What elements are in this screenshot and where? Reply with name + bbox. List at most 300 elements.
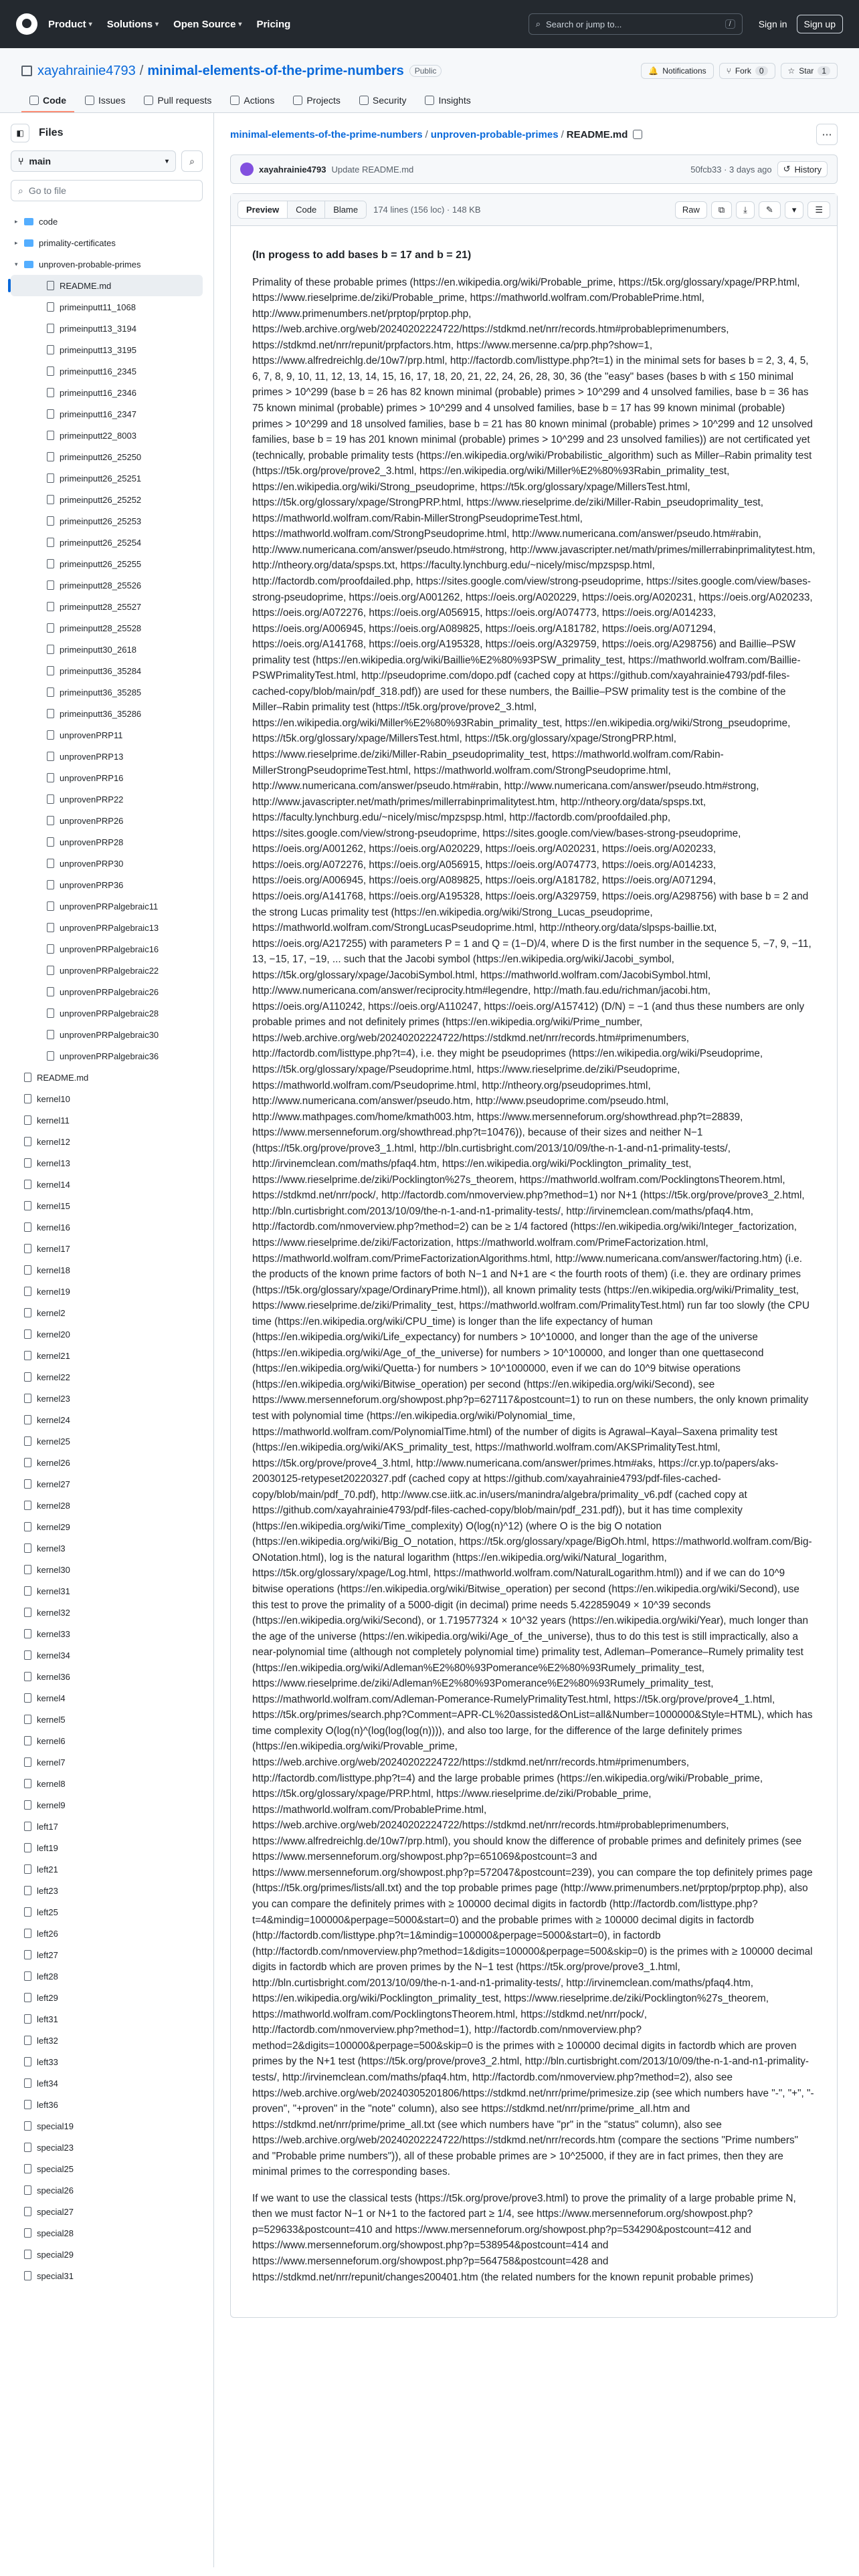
tree-item-label: unprovenPRPalgebraic22 — [60, 965, 159, 976]
file-icon — [24, 1522, 31, 1531]
tree-file[interactable] — [11, 1880, 203, 1901]
file-icon — [24, 1501, 31, 1510]
tree-item-label: left21 — [37, 1864, 58, 1874]
tree-file[interactable] — [11, 960, 203, 981]
tree-file[interactable] — [11, 339, 203, 360]
tree-file[interactable] — [11, 1388, 203, 1409]
commit-meta: 50fcb33 · 3 days ago — [690, 164, 772, 175]
chevron-down-icon[interactable]: ▾ — [785, 201, 804, 219]
tree-file[interactable] — [11, 1687, 203, 1709]
tree-file[interactable] — [11, 853, 203, 874]
tree-item-label: unprovenPRP11 — [60, 730, 123, 740]
file-icon — [24, 1608, 31, 1617]
latest-commit-bar — [230, 154, 838, 184]
tree-item-label: kernel22 — [37, 1372, 70, 1382]
tree-item-label: primeinputt26_25255 — [60, 558, 142, 569]
tree-item-label: unprovenPRP22 — [60, 794, 124, 804]
tree-item-label: kernel25 — [37, 1436, 70, 1446]
tree-item-label: README.md — [60, 280, 112, 291]
nav-solutions[interactable] — [107, 19, 159, 30]
tree-item-label: primeinputt11_1068 — [60, 302, 136, 312]
tree-file[interactable] — [11, 874, 203, 895]
file-icon — [47, 281, 54, 290]
avatar[interactable] — [240, 163, 254, 176]
tree-file[interactable] — [11, 1109, 203, 1131]
tree-file[interactable] — [11, 1323, 203, 1345]
breadcrumb-repo-link[interactable]: minimal-elements-of-the-prime-numbers — [230, 128, 423, 140]
tree-file[interactable] — [11, 1773, 203, 1794]
tree-item-label: special27 — [37, 2206, 74, 2217]
repo-separator: / — [139, 63, 144, 78]
tree-file[interactable] — [11, 596, 203, 617]
tree-file[interactable] — [11, 2008, 203, 2030]
tree-item-label: unprovenPRPalgebraic28 — [60, 1008, 159, 1018]
tab-preview[interactable]: Preview — [238, 201, 288, 218]
tree-item-label: unprovenPRP30 — [60, 858, 124, 869]
outline-icon[interactable]: ☰ — [807, 201, 830, 219]
tree-file[interactable] — [11, 1730, 203, 1751]
tree-file[interactable] — [11, 1045, 203, 1067]
tree-file[interactable] — [11, 2051, 203, 2072]
file-icon — [47, 966, 54, 975]
tree-file[interactable] — [11, 2030, 203, 2051]
tree-item-label: primeinputt16_2346 — [60, 387, 136, 398]
file-icon — [47, 987, 54, 996]
nav-product[interactable] — [48, 19, 92, 30]
tree-file[interactable] — [11, 1709, 203, 1730]
tree-item-label: left32 — [37, 2035, 58, 2046]
tree-file[interactable] — [11, 1409, 203, 1430]
file-icon — [24, 2078, 31, 2088]
tree-item-label: unprovenPRPalgebraic16 — [60, 944, 159, 954]
tree-item-label: special25 — [37, 2163, 74, 2174]
history-label: History — [794, 164, 822, 175]
tree-item-label: primeinputt30_2618 — [60, 644, 136, 655]
tree-item-label: kernel3 — [37, 1543, 66, 1553]
fork-label: Fork — [735, 66, 751, 76]
tree-file[interactable] — [11, 1858, 203, 1880]
file-icon — [47, 880, 54, 889]
tree-item-label: primeinputt22_8003 — [60, 430, 136, 441]
tree-item-label: kernel14 — [37, 1179, 70, 1190]
file-icon — [24, 1351, 31, 1360]
tree-item-label: unprovenPRP16 — [60, 772, 124, 783]
tree-file[interactable] — [11, 660, 203, 681]
repo-header — [0, 48, 859, 113]
tree-file[interactable] — [11, 2179, 203, 2201]
file-icon — [24, 1800, 31, 1810]
tree-item-label: left28 — [37, 1971, 58, 1981]
star-button[interactable] — [781, 63, 838, 79]
tree-item-label: primeinputt28_25528 — [60, 623, 142, 633]
tree-file[interactable] — [11, 1216, 203, 1238]
tree-file[interactable] — [11, 382, 203, 403]
tree-item-label: README.md — [37, 1072, 89, 1083]
tree-item-label: primeinputt26_25250 — [60, 451, 142, 462]
file-icon — [47, 516, 54, 526]
tab-actions[interactable] — [222, 90, 282, 112]
github-logo-icon[interactable] — [16, 13, 37, 35]
tab-issues[interactable] — [77, 90, 133, 112]
tree-item-label: unprovenPRPalgebraic11 — [60, 901, 159, 911]
tree-item-label: kernel29 — [37, 1521, 70, 1532]
tree-item-label: primeinputt26_25252 — [60, 494, 142, 505]
tree-item-label: kernel24 — [37, 1414, 70, 1425]
issue-icon — [85, 96, 94, 105]
tree-item-label: primeinputt26_25254 — [60, 537, 142, 548]
search-icon: ⌕ — [189, 155, 195, 167]
commit-message[interactable]: Update README.md — [331, 164, 414, 175]
branch-icon: ⑂ — [18, 156, 24, 167]
tree-file[interactable] — [11, 1366, 203, 1388]
tab-code-view[interactable]: Code — [288, 201, 325, 218]
nav-label: Pricing — [256, 18, 291, 30]
file-icon — [24, 1650, 31, 1660]
folder-icon — [24, 218, 33, 225]
tree-file[interactable] — [11, 1944, 203, 1965]
tree-file[interactable] — [11, 1473, 203, 1495]
tree-item-label: kernel23 — [37, 1393, 70, 1404]
file-icon — [47, 602, 54, 611]
tree-file[interactable] — [11, 1238, 203, 1259]
tree-file[interactable] — [11, 981, 203, 1002]
tree-item-label: special19 — [37, 2121, 74, 2131]
tree-item-label: primeinputt16_2347 — [60, 409, 136, 419]
nav-label: Open Source — [173, 18, 236, 30]
tree-folder[interactable] — [11, 211, 203, 232]
tree-file[interactable] — [11, 2094, 203, 2115]
tree-file[interactable] — [11, 425, 203, 446]
file-icon — [47, 409, 54, 419]
file-icon — [47, 559, 54, 568]
tree-file[interactable] — [11, 1644, 203, 1666]
chevron-down-icon: ▾ — [238, 20, 242, 28]
tree-file[interactable] — [11, 1837, 203, 1858]
tree-item-label: left27 — [37, 1949, 58, 1960]
file-icon — [47, 752, 54, 761]
graph-icon — [425, 96, 434, 105]
file-icon — [24, 1822, 31, 1831]
tree-item-label: left25 — [37, 1907, 58, 1917]
tree-item-label: primeinputt26_25253 — [60, 516, 142, 526]
tree-file[interactable] — [11, 746, 203, 767]
tree-file[interactable] — [11, 1537, 203, 1559]
file-icon — [47, 302, 54, 312]
tree-file[interactable] — [11, 810, 203, 831]
tree-file[interactable] — [11, 2222, 203, 2244]
tree-item-label: primeinputt28_25527 — [60, 601, 142, 612]
history-button[interactable] — [777, 161, 828, 177]
repo-actions — [641, 63, 838, 79]
breadcrumb-folder-link[interactable]: unproven-probable-primes — [430, 128, 559, 140]
tree-file[interactable] — [11, 1024, 203, 1045]
repo-icon — [21, 66, 32, 76]
branch-selector[interactable] — [11, 150, 176, 172]
tree-file[interactable] — [11, 1666, 203, 1687]
copy-path-icon[interactable] — [633, 130, 642, 139]
fork-count: 0 — [755, 66, 768, 76]
tree-file[interactable] — [11, 1452, 203, 1473]
tree-file[interactable] — [11, 639, 203, 660]
tree-file[interactable] — [11, 831, 203, 853]
tree-file[interactable] — [11, 446, 203, 467]
tree-file[interactable] — [11, 1559, 203, 1580]
file-icon — [24, 1244, 31, 1253]
history-icon: ↺ — [783, 164, 791, 174]
file-icon — [24, 2143, 31, 2152]
file-icon — [24, 2036, 31, 2045]
file-icon — [47, 794, 54, 804]
file-icon — [47, 366, 54, 376]
file-icon — [24, 1222, 31, 1232]
tree-folder[interactable] — [11, 232, 203, 253]
tab-blame[interactable]: Blame — [325, 201, 366, 218]
go-to-file-placeholder: Go to file — [28, 185, 66, 196]
tree-file[interactable] — [11, 574, 203, 596]
tree-file[interactable] — [11, 1259, 203, 1281]
tree-file[interactable] — [11, 360, 203, 382]
file-icon — [47, 859, 54, 868]
tree-item-label: left29 — [37, 1992, 58, 2003]
file-icon — [24, 1693, 31, 1703]
file-icon — [24, 1479, 31, 1489]
file-icon — [47, 1051, 54, 1061]
tree-file[interactable] — [11, 1195, 203, 1216]
notifications-button[interactable] — [641, 63, 713, 79]
file-icon — [24, 1757, 31, 1767]
tree-file[interactable] — [11, 1495, 203, 1516]
tree-file[interactable] — [11, 553, 203, 574]
chevron-down-icon: ▾ — [15, 260, 18, 267]
more-options-button[interactable]: ⋯ — [816, 124, 838, 145]
tree-item-label: kernel8 — [37, 1778, 66, 1789]
tree-file[interactable] — [11, 895, 203, 917]
tree-file[interactable] — [11, 1901, 203, 1923]
file-icon — [24, 1843, 31, 1852]
tree-file[interactable] — [11, 1345, 203, 1366]
tree-item-label: kernel31 — [37, 1586, 70, 1596]
fork-button[interactable] — [719, 63, 775, 79]
tree-item-label: kernel12 — [37, 1136, 70, 1147]
tree-item-label: left19 — [37, 1842, 58, 1853]
search-files-button[interactable] — [181, 150, 203, 172]
file-icon — [24, 2271, 31, 2280]
file-icon — [24, 2100, 31, 2109]
tree-file[interactable] — [11, 1602, 203, 1623]
folder-icon — [24, 261, 33, 268]
main-content — [214, 113, 859, 2567]
commit-author[interactable]: xayahrainie4793 — [259, 164, 326, 175]
file-icon — [24, 1929, 31, 1938]
tree-folder[interactable] — [11, 253, 203, 275]
file-icon — [24, 1137, 31, 1146]
tree-item-label: primality-certificates — [39, 237, 116, 248]
page-body — [0, 113, 859, 2567]
raw-button[interactable]: Raw — [675, 201, 707, 219]
tree-file[interactable] — [11, 2115, 203, 2137]
tree-file[interactable] — [11, 2265, 203, 2286]
tree-file[interactable] — [11, 1430, 203, 1452]
tree-file[interactable] — [11, 1816, 203, 1837]
file-icon — [47, 773, 54, 782]
file-icon — [24, 1073, 31, 1082]
file-icon — [24, 2014, 31, 2024]
tree-item-label: kernel18 — [37, 1265, 70, 1275]
file-icon — [47, 431, 54, 440]
chevron-right-icon: ▸ — [15, 217, 18, 225]
tab-label: Pull requests — [157, 95, 212, 106]
view-mode-toggle — [237, 201, 367, 219]
tree-item-label: code — [39, 216, 58, 227]
tab-pull-requests[interactable] — [136, 90, 219, 112]
chevron-down-icon: ▾ — [155, 20, 159, 28]
file-icon — [24, 1287, 31, 1296]
file-icon — [24, 1736, 31, 1745]
file-icon — [24, 1886, 31, 1895]
tree-item-label: kernel32 — [37, 1607, 70, 1618]
file-icon — [47, 837, 54, 847]
tree-file[interactable] — [11, 767, 203, 788]
tab-insights[interactable] — [417, 90, 478, 112]
tree-item-label: kernel28 — [37, 1500, 70, 1511]
sidebar-header — [11, 124, 203, 142]
file-icon — [24, 2185, 31, 2195]
tree-file[interactable] — [11, 296, 203, 318]
tree-file[interactable] — [11, 703, 203, 724]
tree-item-label: kernel30 — [37, 1564, 70, 1575]
tree-file[interactable] — [11, 1965, 203, 1987]
tree-file[interactable] — [11, 2137, 203, 2158]
tree-file[interactable] — [11, 1623, 203, 1644]
file-icon — [47, 709, 54, 718]
tab-projects[interactable] — [285, 90, 349, 112]
file-icon — [24, 1907, 31, 1917]
file-icon — [24, 1715, 31, 1724]
tree-file[interactable] — [11, 403, 203, 425]
star-count: 1 — [818, 66, 830, 76]
file-icon — [24, 1971, 31, 1981]
search-icon: ⌕ — [18, 185, 23, 196]
tree-file[interactable] — [11, 1067, 203, 1088]
tree-file[interactable] — [11, 788, 203, 810]
tab-label: Code — [43, 95, 66, 106]
tree-file[interactable] — [11, 1281, 203, 1302]
search-input[interactable] — [529, 13, 743, 35]
breadcrumb-separator: / — [561, 128, 564, 140]
file-tools — [675, 201, 830, 219]
tree-file[interactable] — [11, 467, 203, 489]
tree-file[interactable] — [11, 510, 203, 532]
tree-item-label: unprovenPRP13 — [60, 751, 124, 762]
tree-file[interactable] — [11, 2158, 203, 2179]
download-icon[interactable]: ⤓ — [736, 201, 755, 219]
tree-file[interactable] — [11, 2201, 203, 2222]
breadcrumb-separator: / — [425, 128, 428, 140]
tree-file[interactable] — [11, 1302, 203, 1323]
tree-file[interactable] — [11, 681, 203, 703]
tree-file[interactable] — [11, 1088, 203, 1109]
tree-item-label: kernel26 — [37, 1457, 70, 1468]
tab-code[interactable] — [21, 90, 74, 112]
tree-item-label: left26 — [37, 1928, 58, 1939]
tree-item-label: unprovenPRPalgebraic26 — [60, 986, 159, 997]
file-icon — [24, 1950, 31, 1959]
tree-file[interactable] — [11, 917, 203, 938]
file-icon — [24, 1458, 31, 1467]
file-icon — [47, 944, 54, 954]
copy-icon[interactable]: ⧉ — [711, 201, 732, 219]
file-icon — [24, 1779, 31, 1788]
tree-item-label: kernel5 — [37, 1714, 66, 1725]
tree-file[interactable] — [11, 532, 203, 553]
file-icon — [47, 816, 54, 825]
branch-row — [11, 150, 203, 172]
branch-name: main — [29, 156, 52, 167]
nav-open-source[interactable] — [173, 19, 242, 30]
tree-item-label: kernel34 — [37, 1650, 70, 1660]
tree-file[interactable] — [11, 1987, 203, 2008]
tree-item-label: left36 — [37, 2099, 58, 2110]
file-icon — [47, 923, 54, 932]
tree-file[interactable] — [11, 1794, 203, 1816]
tree-item-label: unprovenPRP36 — [60, 879, 124, 890]
tree-file[interactable] — [11, 724, 203, 746]
file-icon — [47, 324, 54, 333]
go-to-file-input[interactable] — [11, 180, 203, 201]
tree-item-label: special23 — [37, 2142, 74, 2153]
tree-file[interactable] — [11, 275, 203, 296]
tree-file[interactable] — [11, 318, 203, 339]
repo-name-link[interactable]: minimal-elements-of-the-prime-numbers — [147, 63, 404, 78]
tree-item-label: kernel13 — [37, 1158, 70, 1168]
file-icon — [24, 1864, 31, 1874]
file-icon — [24, 1180, 31, 1189]
tree-file[interactable] — [11, 1002, 203, 1024]
file-icon — [24, 1436, 31, 1446]
tab-security[interactable] — [351, 90, 415, 112]
tree-item-label: unprovenPRPalgebraic30 — [60, 1029, 159, 1040]
tree-item-label: kernel6 — [37, 1735, 66, 1746]
tree-file[interactable] — [11, 2072, 203, 2094]
chevron-down-icon: ▾ — [165, 157, 169, 165]
tree-file[interactable] — [11, 1580, 203, 1602]
tree-file[interactable] — [11, 489, 203, 510]
tree-item-label: kernel20 — [37, 1329, 70, 1339]
search-icon: ⌕ — [535, 19, 541, 29]
tree-file[interactable] — [11, 1174, 203, 1195]
signup-button[interactable]: Sign up — [797, 15, 843, 33]
tree-file[interactable] — [11, 1751, 203, 1773]
tree-file[interactable] — [11, 938, 203, 960]
tree-item-label: kernel2 — [37, 1307, 66, 1318]
collapse-sidebar-button[interactable]: ◧ — [11, 124, 29, 142]
star-icon: ☆ — [787, 66, 795, 76]
file-tree — [11, 211, 203, 2286]
file-icon — [24, 1394, 31, 1403]
signin-link[interactable]: Sign in — [758, 19, 787, 29]
tree-file[interactable] — [11, 1923, 203, 1944]
tree-file[interactable] — [11, 1131, 203, 1152]
repo-owner-link[interactable]: xayahrainie4793 — [37, 63, 136, 78]
edit-icon[interactable]: ✎ — [759, 201, 781, 219]
nav-pricing[interactable] — [256, 19, 290, 30]
tree-file[interactable] — [11, 1152, 203, 1174]
search-placeholder: Search or jump to... — [545, 19, 622, 29]
file-icon — [24, 2121, 31, 2131]
tree-file[interactable] — [11, 1516, 203, 1537]
tree-file[interactable] — [11, 2244, 203, 2265]
tree-file[interactable] — [11, 617, 203, 639]
